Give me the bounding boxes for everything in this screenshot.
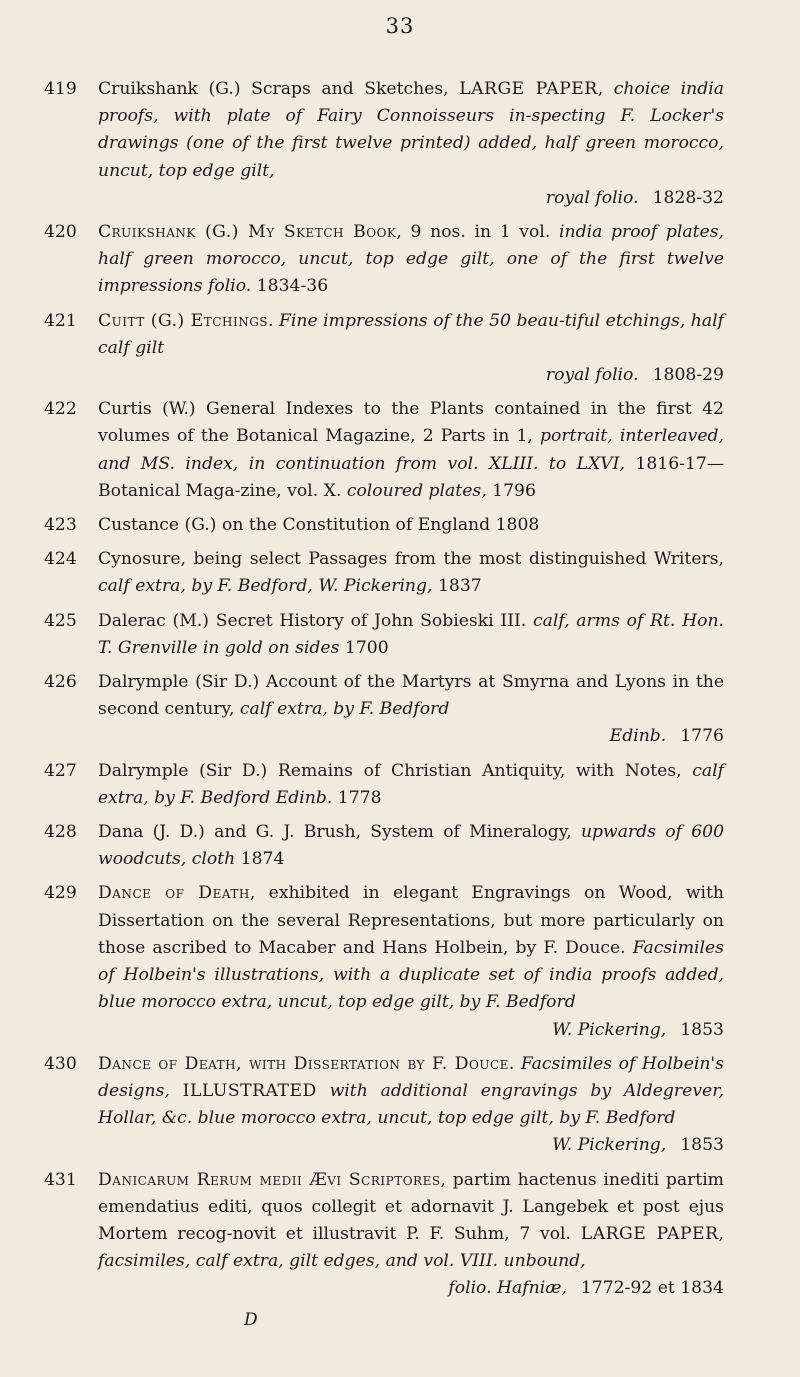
entry-text: Fine impressions of the 50 beau-tiful etchings, half calf gilt xyxy=(98,310,724,358)
entry-imprint-line xyxy=(98,1275,724,1302)
entry-description xyxy=(98,546,724,600)
entry-text: portrait, interleaved, and MS. index, in continuation from vol. XLIII. to LXVI, xyxy=(98,426,724,474)
catalogue-entry xyxy=(44,608,724,662)
entry-description xyxy=(98,669,724,751)
entry-imprint-line xyxy=(98,723,724,750)
entry-date: 1808-29 xyxy=(652,365,724,386)
entry-number: 425 xyxy=(44,610,77,631)
entry-format: folio. Hafniæ, xyxy=(448,1278,567,1299)
signature-mark: D xyxy=(244,1309,258,1330)
entry-imprint-line xyxy=(98,1132,724,1159)
entry-number: 430 xyxy=(44,1053,77,1074)
entry-text: Cruikshank (G.) Scraps and Sketches, xyxy=(98,79,460,99)
entry-text: . xyxy=(508,1053,521,1074)
entry-text: 1700 xyxy=(339,637,389,658)
catalogue-entry xyxy=(44,1051,724,1160)
entry-text: with additional engravings by Aldegrever, Hollar, &c. blue morocco extra, uncut, top edge gilt, by F. Bedford xyxy=(98,1080,724,1129)
entry-text: 1796 xyxy=(486,480,536,501)
entry-number: 420 xyxy=(44,222,77,243)
entry-format: Edinb. xyxy=(609,726,667,747)
entry-text: choice india proofs, with plate of Fairy Connoisseurs in-specting F. Locker's drawings (one of the first twelve printed) added, half green morocco, uncut, top edge gilt, xyxy=(98,79,724,181)
page-number: 33 xyxy=(385,14,415,38)
entry-text: Curtis (W.) General Indexes to the Plants contained in the first 42 volumes of the Botanical Magazine, 2 Parts in 1, xyxy=(98,399,724,447)
entry-text: , xyxy=(718,1223,724,1244)
entry-text: Dalrymple (Sir D.) Account of the Martyrs at Smyrna and Lyons in the second century, xyxy=(98,672,724,720)
catalogue-entry xyxy=(44,1167,724,1303)
entry-text: , partim hactenus inediti partim emendatius editi, quos collegit et adornavit J. Langebek et post ejus Mortem recog-novit et illustravit P. F. Suhm, 7 vol. xyxy=(98,1169,724,1244)
entry-text: calf extra, by F. Bedford xyxy=(239,699,450,720)
entry-text: Danicarum Rerum medii Ævi Scriptores xyxy=(98,1169,441,1190)
catalogue-entry xyxy=(44,308,724,390)
entry-text: india proof plates, half green morocco, uncut, top edge gilt, one of the first twelve impressions xyxy=(98,222,725,297)
entry-date: 1853 xyxy=(680,1135,724,1156)
entry-text: LARGE PAPER xyxy=(459,79,598,99)
catalogue-entry xyxy=(44,819,724,873)
catalogue-entry xyxy=(44,758,724,812)
catalogue-entry xyxy=(44,880,724,1043)
entry-description xyxy=(98,819,724,873)
entry-date: 1776 xyxy=(680,726,724,747)
entry-number: 421 xyxy=(44,310,77,331)
entry-text: 1834-36 xyxy=(251,276,329,297)
entry-text: folio. xyxy=(208,276,252,297)
entry-text: ILLUSTRATED xyxy=(182,1080,317,1101)
entry-text: facsimiles, calf extra, gilt edges, and vol. VIII. unbound, xyxy=(98,1251,586,1272)
entry-description xyxy=(98,396,724,505)
catalogue-entry xyxy=(44,512,724,539)
entry-text: , exhibited in elegant Engravings on Wood, with Dissertation on the several Representations, but more particularly on those ascribed to Macaber and Hans Holbein, by F. Douce. xyxy=(98,883,725,958)
entry-description xyxy=(98,308,724,390)
entry-format: royal folio. xyxy=(545,187,639,208)
catalogue-entry xyxy=(44,219,724,301)
entry-number: 429 xyxy=(44,883,77,904)
entry-number: 427 xyxy=(44,760,77,781)
entry-text: calf extra, by F. Bedford xyxy=(98,760,724,808)
entry-number: 422 xyxy=(44,399,77,420)
entry-number: 423 xyxy=(44,515,77,536)
entry-number: 431 xyxy=(44,1169,77,1190)
entry-text: , 9 nos. in 1 vol. xyxy=(396,222,559,243)
entry-text: LARGE PAPER xyxy=(580,1223,719,1244)
catalogue-entry xyxy=(44,396,724,505)
entry-imprint-line xyxy=(98,362,724,389)
entry-number: 419 xyxy=(44,79,77,99)
entry-text: Dance of Death xyxy=(98,883,250,904)
entry-text: coloured plates, xyxy=(346,480,487,501)
entry-text: calf, arms of Rt. Hon. T. Grenville in gold on sides xyxy=(98,610,724,658)
entry-description xyxy=(98,608,724,662)
entry-text: 1778 xyxy=(332,787,382,808)
entry-date: 1828-32 xyxy=(652,187,724,208)
entry-description xyxy=(98,219,724,301)
entry-date: 1853 xyxy=(680,1019,724,1040)
entry-text: upwards of 600 woodcuts, cloth xyxy=(98,822,725,870)
entry-text: Facsimiles of Holbein's designs, xyxy=(98,1053,724,1101)
catalogue-entry xyxy=(44,546,724,600)
entry-number: 424 xyxy=(44,549,77,570)
entry-description xyxy=(98,76,724,212)
entry-description xyxy=(98,880,724,1043)
entry-description xyxy=(98,512,724,539)
entry-text xyxy=(170,1081,183,1101)
entry-format: W. Pickering, xyxy=(552,1135,667,1156)
entry-text: Custance (G.) on the Constitution of England 1808 xyxy=(98,515,540,536)
entry-text: Cynosure, being select Passages from the most distinguished Writers, xyxy=(98,549,724,570)
entry-text: Facsimiles of Holbein's illustrations, with a duplicate set of india proofs added, blue morocco extra, uncut, top edge gilt, by F. Bedford xyxy=(98,937,724,1013)
entry-date: 1772-92 et 1834 xyxy=(580,1278,724,1299)
entry-text: 1816-17—Botanical Maga-zine, vol. X. xyxy=(98,453,725,501)
entry-text: Edinb. xyxy=(275,787,333,808)
entry-text: calf extra, by F. Bedford, W. Pickering, xyxy=(98,576,433,597)
catalogue-entry xyxy=(44,669,724,751)
entry-description xyxy=(98,758,724,812)
entry-number: 428 xyxy=(44,822,77,843)
entry-text: Dalrymple (Sir D.) Remains of Christian Antiquity, with Notes, xyxy=(98,760,693,781)
entry-text xyxy=(317,1081,330,1101)
entry-imprint-line xyxy=(98,185,724,212)
catalogue-entry xyxy=(44,76,724,212)
catalogue-entries xyxy=(44,76,724,1330)
entry-imprint-line xyxy=(98,1017,724,1044)
entry-text: 1837 xyxy=(432,576,482,597)
entry-number: 426 xyxy=(44,672,77,693)
entry-text: , xyxy=(597,79,614,99)
entry-text: Dalerac (M.) Secret History of John Sobieski III. xyxy=(98,610,533,631)
entry-format: W. Pickering, xyxy=(552,1019,667,1040)
entry-text: Cruikshank (G.) My Sketch Book xyxy=(98,222,397,243)
entry-format: royal folio. xyxy=(545,365,639,386)
entry-description xyxy=(98,1051,724,1160)
entry-text: 1874 xyxy=(235,849,285,870)
entry-text: . xyxy=(268,310,279,331)
entry-text: Cuitt (G.) Etchings xyxy=(98,310,268,331)
entry-description xyxy=(98,1167,724,1303)
entry-text: Dance of Death, with Dissertation by F. Douce xyxy=(98,1053,509,1074)
entry-text: Dana (J. D.) and G. J. Brush, System of Mineralogy, xyxy=(98,822,581,843)
